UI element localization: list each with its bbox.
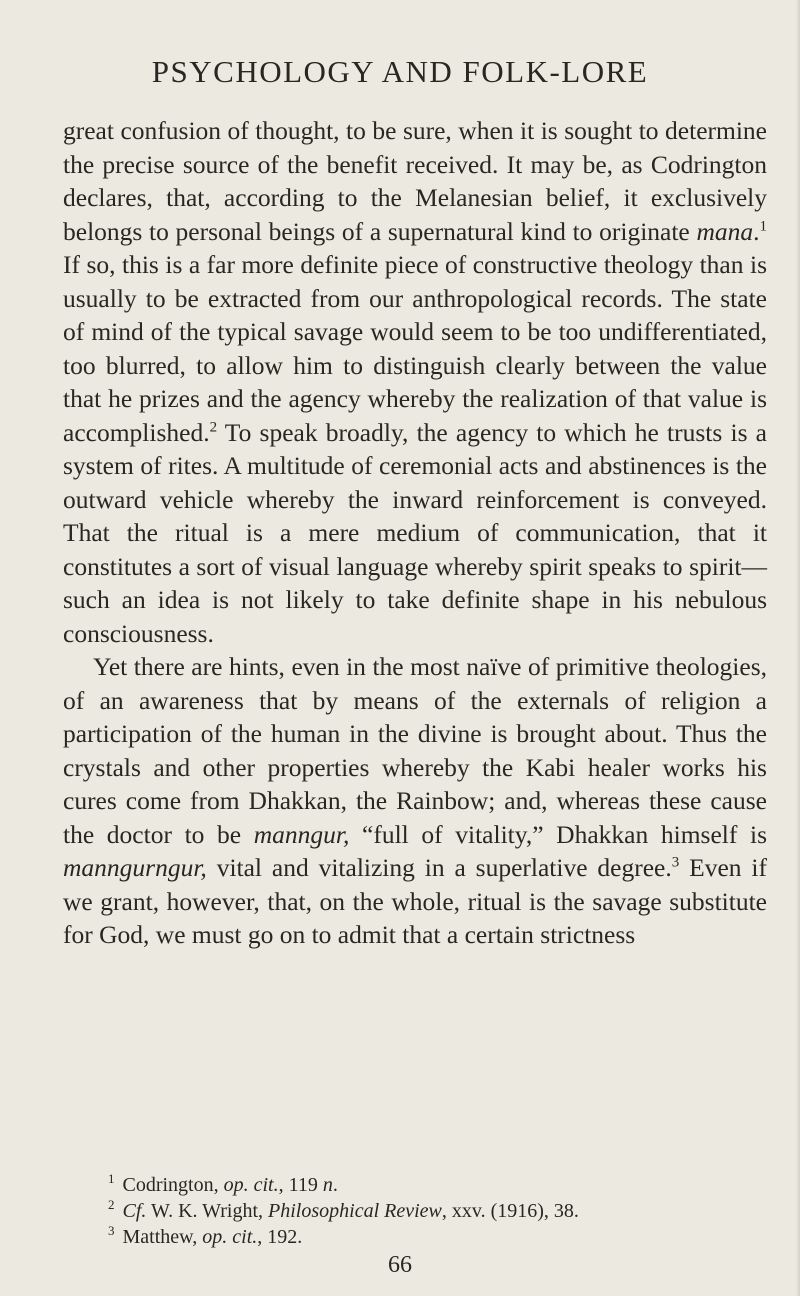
footnote-1-note-abbrev: n — [322, 1174, 333, 1196]
footnote-1-number: 1 — [108, 1171, 115, 1187]
paragraph-2-text-d: Even if we grant, however, that, on the whole, ritual is the savage substitute for God, we must go on to admit that a certain strictness — [63, 853, 767, 949]
footnotes — [108, 1172, 768, 1250]
body-text — [63, 114, 767, 952]
term-manngurngur: manngurngur, — [63, 853, 207, 882]
footnote-1-author: Codrington, — [122, 1174, 224, 1196]
paragraph-2-text-a: Yet there are hints, even in the most naïve of primitive theologies, of an awareness that by means of the externals of religion a participation of the human in the divine is brought about. Thus the crystals and other properties whereby the Kabi healer works his cures come from Dhakkan, the Rainbow; and, whereas these cause the doctor to be — [63, 652, 767, 849]
footnote-2-citation: , xxv. (1916), 38. — [441, 1200, 579, 1222]
footnote-2-journal: Philosophical Review — [268, 1200, 442, 1222]
footnote-2-number: 2 — [108, 1197, 115, 1213]
paragraph-1-text-c: To speak broadly, the agency to which he trusts is a system of rites. A multitude of ceremonial acts and abstinences is the outward vehicle whereby the inward reinforcement is conveyed. That the ritual is a mere medium of communication, that it constitutes a sort of visual language whereby spirit speaks to spirit—such an idea is not likely to take definite shape in his nebulous consciousness. — [63, 417, 767, 648]
footnote-2 — [108, 1198, 768, 1224]
footnote-3-author: Matthew, — [122, 1226, 203, 1248]
paragraph-1-text-a: great confusion of thought, to be sure, when it is sought to determine the precise source of the benefit received. It may be, as Codrington declares, that, according to the Melanesian belief, it exclusively belongs to personal beings of a supernatural kind to originate — [63, 116, 767, 246]
footnote-1-opcit: op. cit. — [223, 1174, 279, 1196]
page-edge-shadow — [796, 0, 800, 1296]
footnote-ref-2: 2 — [209, 419, 218, 435]
paragraph-2 — [63, 650, 767, 952]
term-mana: mana — [696, 216, 754, 246]
page-number: 66 — [388, 1252, 412, 1278]
paragraph-1-text-b: If so, this is a far more definite piece of constructive theology than is usually to be extracted from our anthropological records. The state of mind of the typical savage would seem to be too undifferentiated, too blurred, to allow him to distinguish clearly between the value that he prizes and the agency whereby the realization of that value is accomplished. — [63, 250, 767, 447]
footnote-ref-1: 1 — [759, 218, 767, 234]
footnote-1-end: . — [332, 1174, 338, 1196]
footnote-ref-3: 3 — [671, 854, 680, 871]
term-manngur: manngur, — [253, 819, 350, 849]
footnote-2-author: W. K. Wright, — [146, 1200, 269, 1222]
paragraph-1-period: . — [753, 216, 760, 246]
running-head: PSYCHOLOGY AND FOLK-LORE — [151, 54, 649, 89]
paragraph-2-text-c: vital and vitalizing in a superlative degree. — [206, 853, 672, 882]
footnote-3-opcit: op. cit. — [202, 1226, 258, 1248]
footnote-3-page: , 192. — [257, 1226, 303, 1248]
paragraph-1 — [63, 114, 767, 650]
footnote-3-number: 3 — [108, 1223, 115, 1239]
footnote-1 — [108, 1172, 768, 1198]
footnote-2-cf: Cf. — [122, 1200, 147, 1222]
footnote-1-page: , 119 — [278, 1174, 323, 1196]
paragraph-2-text-b: “full of vitality,” Dhakkan himself is — [349, 819, 767, 849]
footnote-3 — [108, 1224, 768, 1250]
